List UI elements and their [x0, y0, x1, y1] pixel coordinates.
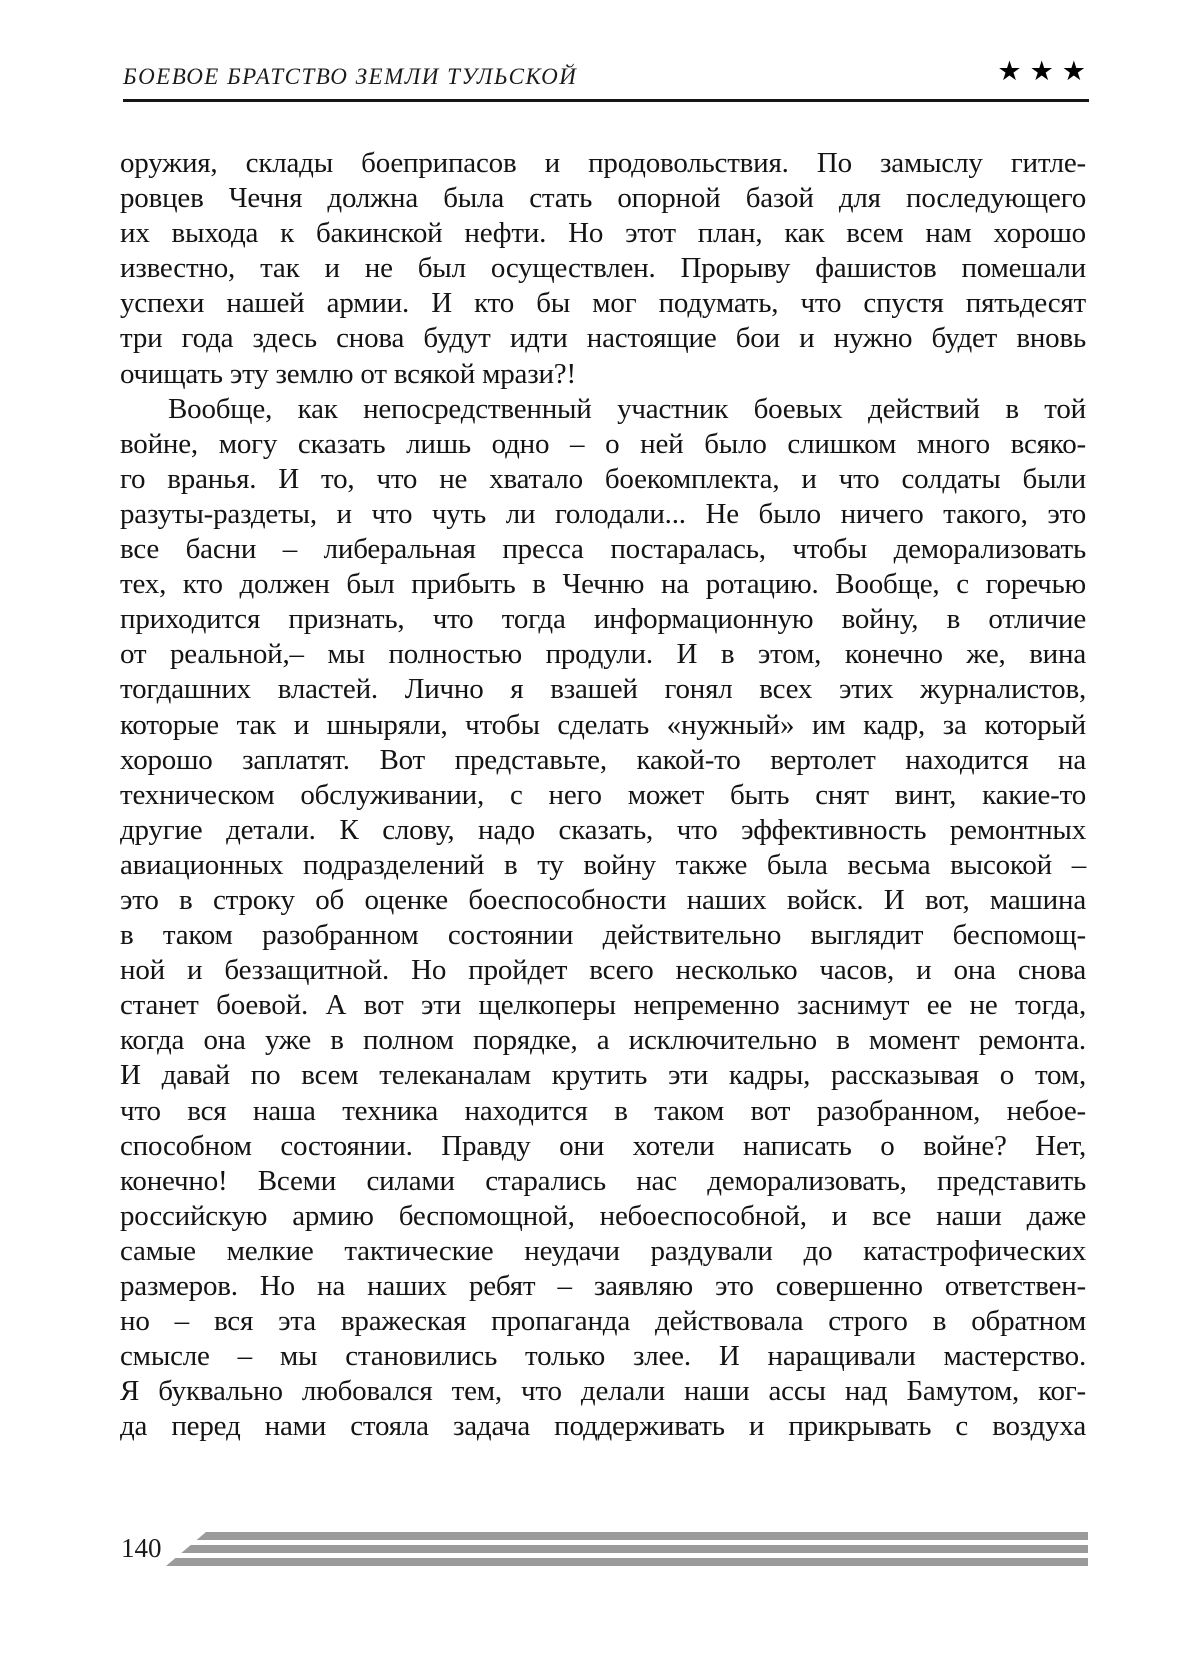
text-line: станет боевой. А вот эти щелкоперы непременно заснимут ее не тогда, — [120, 989, 1086, 1022]
text-line: в таком разобранном состоянии действительно выглядит беспомощ- — [120, 919, 1086, 952]
text-line: Вообще, как непосредственный участник боевых действий в той — [168, 392, 1086, 425]
text-line: авиационных подразделений в ту войну также была весьма высокой – — [120, 848, 1086, 881]
text-line: конечно! Всеми силами старались нас деморализовать, представить — [120, 1164, 1086, 1197]
text-line: самые мелкие тактические неудачи раздували до катастрофических — [120, 1234, 1086, 1267]
text-line: три года здесь снова будут идти настоящие бои и нужно будет вновь — [120, 322, 1086, 355]
text-line: войне, могу сказать лишь одно – о ней было слишком много всяко- — [120, 427, 1086, 460]
three-stars-icon: ★★★ — [997, 56, 1094, 86]
text-line: все басни – либеральная пресса постаралась, чтобы деморализовать — [120, 533, 1086, 566]
footer-stripes-decoration — [166, 1532, 1088, 1566]
text-line: что вся наша техника находится в таком вот разобранном, небое- — [120, 1094, 1086, 1127]
text-line: очищать эту землю от всякой мрази?! — [120, 357, 576, 390]
body-text — [120, 146, 1086, 1444]
text-line: приходится признать, что тогда информационную войну, в отличие — [120, 603, 1086, 636]
text-line: оружия, склады боеприпасов и продовольствия. По замыслу гитле- — [120, 147, 1086, 179]
text-line: да перед нами стояла задача поддерживать и прикрывать с воздуха — [120, 1410, 1086, 1443]
text-line: ной и беззащитной. Но пройдет всего несколько часов, и она снова — [120, 954, 1086, 987]
text-line: но – вся эта вражеская пропаганда действовала строго в обратном — [120, 1305, 1086, 1338]
text-line: разуты-раздеты, и что чуть ли голодали... Не было ничего такого, это — [120, 497, 1086, 530]
text-line: тех, кто должен был прибыть в Чечню на ротацию. Вообще, с горечью — [120, 568, 1086, 601]
text-line: успехи нашей армии. И кто бы мог подумать, что спустя пятьдесят — [120, 287, 1086, 320]
text-line: когда она уже в полном порядке, а исключительно в момент ремонта. — [120, 1024, 1086, 1057]
text-line: хорошо заплатят. Вот представьте, какой-то вертолет находится на — [120, 743, 1086, 776]
text-line: способном состоянии. Правду они хотели написать о войне? Нет, — [120, 1129, 1086, 1162]
text-line: это в строку об оценке боеспособности наших войск. И вот, машина — [120, 883, 1086, 916]
page-number: 140 — [121, 1533, 162, 1563]
text-line: тогдашних властей. Лично я взашей гонял всех этих журналистов, — [120, 673, 1086, 706]
text-line: размеров. Но на наших ребят – заявляю это совершенно ответствен- — [120, 1270, 1086, 1302]
text-line: ровцев Чечня должна была стать опорной базой для последующего — [120, 182, 1086, 215]
text-line: которые так и шныряли, чтобы сделать «нужный» им кадр, за который — [120, 708, 1086, 741]
text-line: известно, так и не был осуществлен. Прорыву фашистов помешали — [120, 252, 1086, 285]
header-rule — [123, 99, 1089, 102]
text-line: другие детали. К слову, надо сказать, что эффективность ремонтных — [120, 813, 1086, 846]
text-line: их выхода к бакинской нефти. Но этот план, как всем нам хорошо — [120, 217, 1086, 250]
text-line: Я буквально любовался тем, что делали наши ассы над Бамутом, ког- — [120, 1375, 1086, 1408]
text-line: от реальной,– мы полностью продули. И в этом, конечно же, вина — [120, 638, 1086, 671]
text-line: техническом обслуживании, с него может быть снят винт, какие-то — [120, 778, 1086, 811]
text-line: го вранья. И то, что не хватало боекомплекта, и что солдаты были — [120, 462, 1086, 495]
text-line: И давай по всем телеканалам крутить эти кадры, рассказывая о том, — [120, 1059, 1086, 1092]
text-line: российскую армию беспомощной, небоеспособной, и все наши даже — [120, 1199, 1086, 1232]
text-line: смысле – мы становились только злее. И наращивали мастерство. — [120, 1340, 1086, 1373]
running-header-title: БОЕВОЕ БРАТСТВО ЗЕМЛИ ТУЛЬСКОЙ — [123, 64, 578, 89]
